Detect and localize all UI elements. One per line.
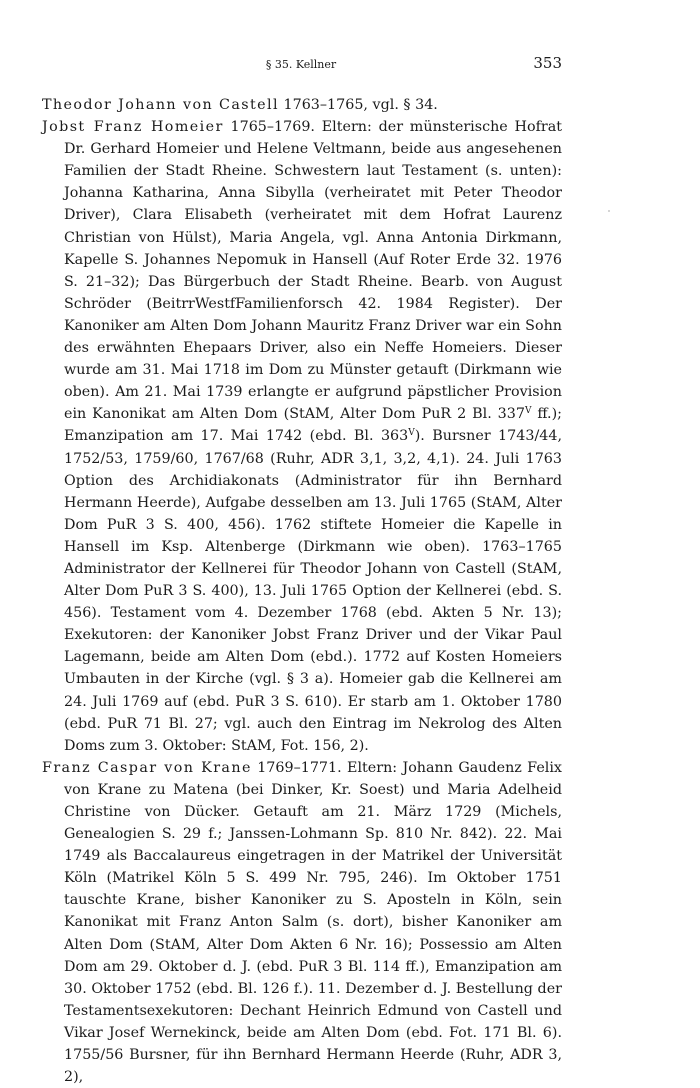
entry-text: ff.); Emanzipation am 17. Mai 1742 (ebd. Bl. 363 <box>64 406 562 445</box>
entry-homeier <box>42 116 562 757</box>
verso-mark: V <box>524 406 532 417</box>
entry-text: Eltern: der münsterische Hofrat Dr. Gerhard Homeier und Helene Veltmann, beide aus angesehenen Familien der Stadt Rheine. Schwestern laut Testament (s. unten): Johanna Katharina, Anna Sibylla (verheiratet mit Peter Theodor Driver), Clara Elisabeth (verheiratet mit dem Hofrat Laurenz Christian von Hülst), Maria Angela, vgl. Anna Antonia Dirkmann, Kapelle S. Johannes Nepomuk in Hansell (Auf Roter Erde 32. 1976 S. 21–32); Das Bürgerbuch der Stadt Rheine. Bearb. von August Schröder (BeitrrWestfFamilienforsch 42. 1984 Register). Der Kanoniker am Alten Dom Johann Mauritz Franz Driver war ein Sohn des erwähnten Ehepaars Driver, also ein Neffe Homeiers. Dieser wurde am 31. Mai 1718 im Dom zu Münster getauft (Dirkmann wie oben). Am 21. Mai 1739 erlangte er aufgrund päpstlicher Provision ein Kanonikat am Alten Dom (StAM, Alter Dom PuR 2 Bl. 337 <box>64 119 562 423</box>
entry-castell <box>42 94 562 116</box>
verso-mark: V <box>408 428 415 439</box>
page-number: 353 <box>533 54 562 72</box>
section-title: § 35. Kellner <box>265 58 337 71</box>
entry-name: Jobst Franz Homeier <box>42 119 224 136</box>
body-text <box>42 94 562 1088</box>
running-head <box>40 54 562 74</box>
entry-text: Eltern: Johann Gaudenz Felix von Krane zu Matena (bei Dinker, Kr. Soest) und Maria Adelheid Christine von Dücker. Getauft am 21. März 1729 (Michels, Genealogien S. 29 f.; Janssen-Lohmann Sp. 810 Nr. 842). 22. Mai 1749 als Baccalaureus eingetragen in der Matrikel der Universität Köln (Matrikel Köln 5 S. 499 Nr. 795, 246). Im Oktober 1751 tauschte Krane, bisher Kanoniker zu S. Aposteln in Köln, sein Kanonikat mit Franz Anton Salm (s. dort), bisher Kanoniker am Alten Dom (StAM, Alter Dom Akten 6 Nr. 16); Possessio am Alten Dom am 29. Oktober d. J. (ebd. PuR 3 Bl. 114 ff.), Emanzipation am 30. Oktober 1752 (ebd. Bl. 126 f.). 11. Dezember d. J. Bestellung der Testamentsexekutoren: Dechant Heinrich Edmund von Castell und Vikar Josef Wernekinck, beide am Alten Dom (ebd. Fot. 171 Bl. 6). 1755/56 Bursner, für ihn Bernhard Hermann Heerde (Ruhr, ADR 3, 2), <box>64 759 562 1086</box>
entry-name: Theodor Johann von Castell <box>42 97 279 113</box>
entry-dates: 1765–1769. <box>223 119 322 136</box>
margin-mark <box>608 210 610 212</box>
entry-text: ). Bursner 1743/44, 1752/53, 1759/60, 1767/68 (Ruhr, ADR 3,1, 3,2, 4,1). 24. Juli 1763 Option des Archidiakonats (Administrator für ihn Bernhard Hermann Heerde), Aufgabe desselben am 13. Juli 1765 (StAM, Alter Dom PuR 3 S. 400, 456). 1762 stiftete Homeier die Kapelle in Hansell im Ksp. Altenberge (Dirkmann wie oben). 1763–1765 Administrator der Kellnerei für Theodor Johann von Castell (StAM, Alter Dom PuR 3 S. 400), 13. Juli 1765 Option der Kellnerei (ebd. S. 456). Testament vom 4. Dezember 1768 (ebd. Akten 5 Nr. 13); Exekutoren: der Kanoniker Jobst Franz Driver und der Vikar Paul Lagemann, beide am Alten Dom (ebd.). 1772 auf Kosten Homeiers Umbauten in der Kirche (vgl. § 3 a). Homeier gab die Kellnerei am 24. Juli 1769 auf (ebd. PuR 3 S. 610). Er starb am 1. Oktober 1780 (ebd. PuR 71 Bl. 27; vgl. auch den Eintrag im Nekrolog des Alten Doms zum 3. Oktober: StAM, Fot. 156, 2). <box>64 428 562 754</box>
entry-dates: 1769–1771. <box>251 759 348 776</box>
entry-name: Franz Caspar von Krane <box>42 759 252 776</box>
entry-dates: 1763–1765, vgl. § 34. <box>278 97 438 113</box>
entry-krane <box>42 757 562 1088</box>
